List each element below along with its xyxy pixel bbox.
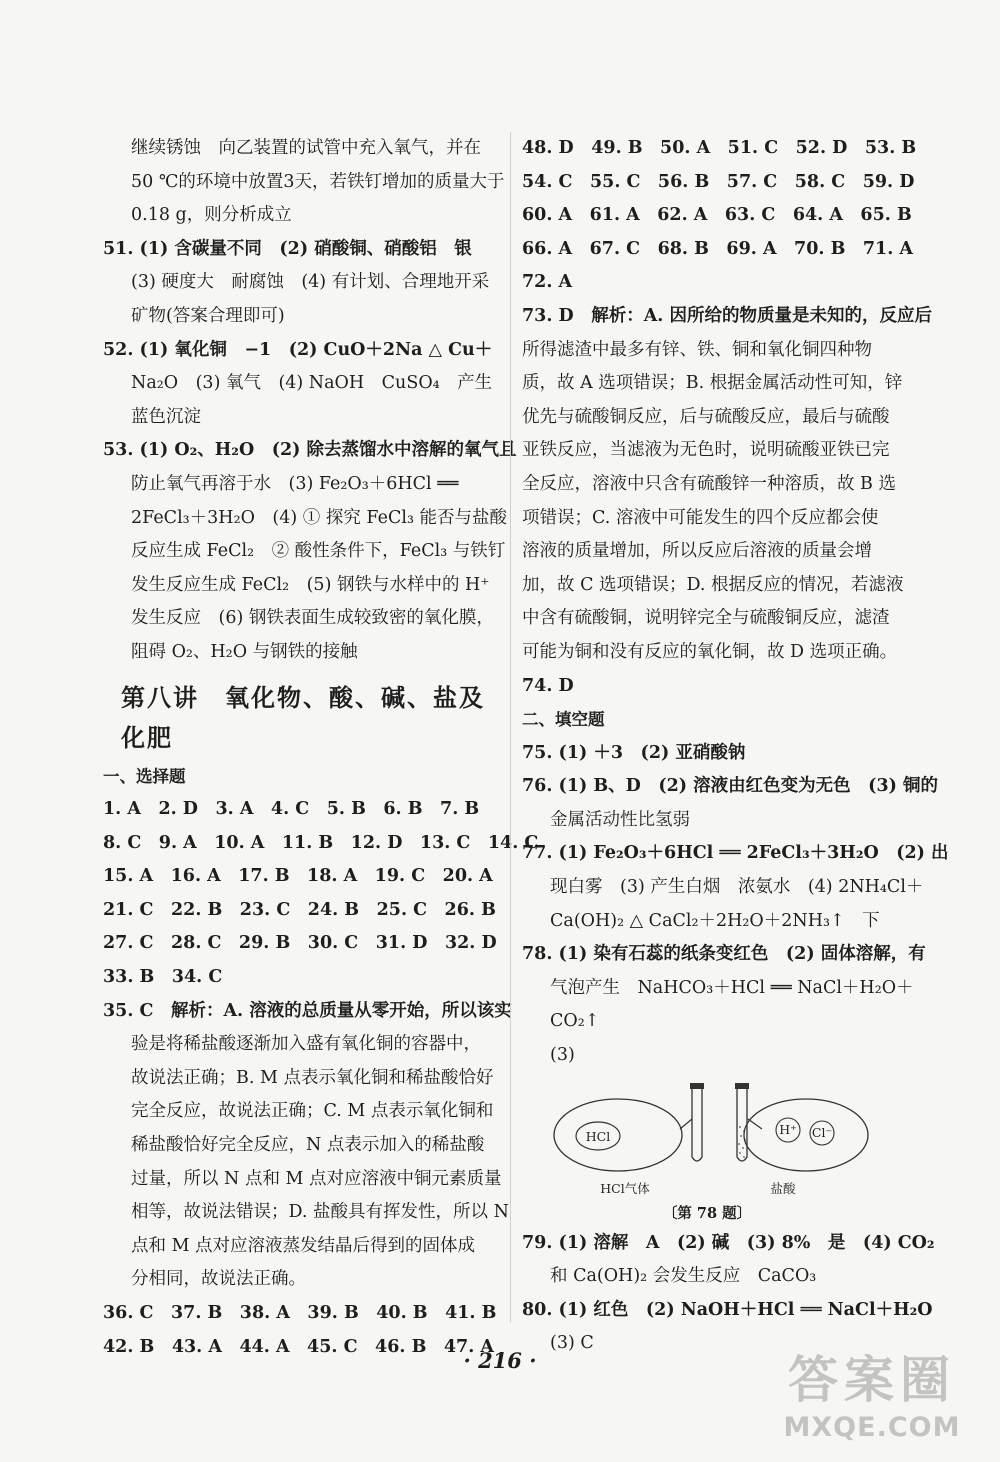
answer-row: 42. B 43. A 44. A 45. C 46. B 47. A — [103, 1336, 494, 1357]
question-52: 52. (1) 氧化铜 −1 (2) CuO＋2Na △ Cu＋ — [103, 339, 493, 360]
question-51: 51. (1) 含碳量不同 (2) 硝酸铜、硝酸铝 银 — [103, 238, 472, 259]
text-line: 验是将稀盐酸逐渐加入盛有氧化铜的容器中， — [131, 1034, 481, 1055]
test-tube-left — [692, 1089, 702, 1161]
question-73: 73. D 解析：A. 因所给的物质量是未知的，反应后 — [522, 305, 932, 326]
text-line: 全反应，溶液中只含有硫酸锌一种溶质，故 B 选 — [522, 473, 896, 494]
section-heading: 二、填空题 — [522, 710, 605, 730]
text-line: 加，故 C 选项错误；D. 根据反应的情况，若滤液 — [522, 574, 904, 595]
text-line: 中含有硫酸铜，说明锌完全与硫酸铜反应，滤渣 — [522, 608, 890, 629]
answer-row: 72. A — [522, 272, 573, 293]
text-line: 反应生成 FeCl₂ ② 酸性条件下，FeCl₃ 与铁钉 — [131, 541, 506, 562]
page-number: · 216 · — [463, 1348, 537, 1373]
lecture-title: 第八讲 氧化物、酸、碱、盐及化肥 — [121, 683, 485, 752]
text-line: 过量，所以 N 点和 M 点对应溶液中铜元素质量 — [131, 1168, 502, 1189]
stopper-right — [735, 1083, 749, 1089]
answer-row: 27. C 28. C 29. B 30. C 31. D 32. D — [103, 933, 497, 954]
question-78: 78. (1) 染有石蕊的纸条变红色 (2) 固体溶解，有 — [522, 944, 926, 965]
question-79: 79. (1) 溶解 A (2) 碱 (3) 8% 是 (4) CO₂ — [522, 1232, 935, 1253]
answer-row: 15. A 16. A 17. B 18. A 19. C 20. A — [103, 866, 493, 887]
text-line: 故说法正确；B. M 点表示氧化铜和稀盐酸恰好 — [131, 1067, 494, 1088]
text-line: 质，故 A 选项错误；B. 根据金属活动性可知，锌 — [522, 373, 903, 394]
answer-row: 60. A 61. A 62. A 63. C 64. A 65. B — [522, 205, 912, 226]
section-heading: 一、选择题 — [103, 766, 186, 786]
answer-row: 33. B 34. C — [103, 967, 223, 988]
question-35: 35. C 解析：A. 溶液的总质量从零开始，所以该实 — [103, 1000, 512, 1021]
cl-ion-label: Cl⁻ — [811, 1124, 833, 1140]
text-line: 项错误；C. 溶液中可能发生的四个反应都会使 — [522, 507, 879, 528]
figure-78 — [550, 1073, 880, 1203]
text-line: Ca(OH)₂ △ CaCl₂＋2H₂O＋2NH₃↑ 下 — [550, 910, 880, 931]
text-line: 0.18 g，则分析成立 — [131, 205, 292, 226]
text-line: 防止氧气再溶于水 (3) Fe₂O₃＋6HCl ══ — [131, 473, 459, 494]
text-line: 2FeCl₃＋3H₂O (4) ① 探究 FeCl₃ 能否与盐酸 — [131, 507, 508, 528]
answer-row: 66. A 67. C 68. B 69. A 70. B 71. A — [522, 238, 913, 259]
text-line: 金属活动性比氢弱 — [550, 809, 690, 830]
answer-row: 1. A 2. D 3. A 4. C 5. B 6. B 7. B — [103, 799, 480, 820]
question-75: 75. (1) ＋3 (2) 亚硝酸钠 — [522, 742, 746, 763]
text-line: 点和 M 点对应溶液蒸发结晶后得到的固体成 — [131, 1235, 476, 1256]
question-76: 76. (1) B、D (2) 溶液由红色变为无色 (3) 铜的 — [522, 776, 938, 797]
text-line: 蓝色沉淀 — [131, 406, 201, 427]
text-line: 发生反应 (6) 钢铁表面生成较致密的氧化膜， — [131, 608, 494, 629]
text-line: 可能为铜和没有反应的氧化铜，故 D 选项正确。 — [522, 641, 898, 662]
hcl-molecule-label: HCl — [585, 1128, 611, 1144]
text-line: 50 ℃的环境中放置3天，若铁钉增加的质量大于 — [131, 171, 505, 192]
text-line: 分相同，故说法正确。 — [131, 1269, 306, 1290]
text-line: (3) C — [550, 1333, 594, 1354]
figure-caption: 〔第 78 题〕 — [662, 1204, 752, 1222]
hydrochloric-acid-caption: 盐酸 — [770, 1180, 796, 1196]
text-line: 现白雾 (3) 产生白烟 浓氨水 (4) 2NH₄Cl＋ — [550, 877, 924, 898]
answer-row: 21. C 22. B 23. C 24. B 25. C 26. B — [103, 899, 496, 920]
text-line: 完全反应，故说法正确；C. M 点表示氧化铜和 — [131, 1101, 494, 1122]
pointer-line — [748, 1119, 762, 1129]
test-tube-right — [737, 1089, 747, 1161]
question-80: 80. (1) 红色 (2) NaOH＋HCl ══ NaCl＋H₂O — [522, 1299, 933, 1320]
figure-78-svg — [550, 1073, 880, 1203]
text-line: 优先与硫酸铜反应，后与硫酸反应，最后与硫酸 — [522, 406, 890, 427]
text-line: CO₂↑ — [550, 1011, 600, 1032]
hcl-gas-ellipse — [554, 1099, 682, 1171]
h-ion-label: H⁺ — [779, 1121, 797, 1137]
text-line: 溶液的质量增加，所以反应后溶液的质量会增 — [522, 541, 872, 562]
text-line: 和 Ca(OH)₂ 会发生反应 CaCO₃ — [550, 1266, 817, 1287]
text-line: Na₂O (3) 氧气 (4) NaOH CuSO₄ 产生 — [131, 373, 493, 394]
text-line: 相等，故说法错误；D. 盐酸具有挥发性，所以 N — [131, 1202, 509, 1223]
right-column — [522, 132, 949, 1361]
text-line: 亚铁反应，当滤液为无色时，说明硫酸亚铁已完 — [522, 440, 890, 461]
pointer-line — [680, 1119, 692, 1129]
question-53: 53. (1) O₂、H₂O (2) 除去蒸馏水中溶解的氧气且 — [103, 440, 517, 461]
question-74: 74. D — [522, 675, 574, 696]
text-line: 继续锈蚀 向乙装置的试管中充入氧气，并在 — [131, 138, 481, 158]
answer-row: 54. C 55. C 56. B 57. C 58. C 59. D — [522, 171, 915, 192]
question-77: 77. (1) Fe₂O₃＋6HCl ══ 2FeCl₃＋3H₂O (2) 出 — [522, 843, 949, 864]
answer-row: 36. C 37. B 38. A 39. B 40. B 41. B — [103, 1303, 497, 1323]
watermark-url: MXQE.COM — [783, 1412, 961, 1443]
text-line: (3) — [550, 1045, 575, 1066]
text-line: 气泡产生 NaHCO₃＋HCl ══ NaCl＋H₂O＋ — [550, 977, 914, 998]
text-line: 所得滤渣中最多有锌、铁、铜和氧化铜四种物 — [522, 339, 872, 360]
text-line: (3) 硬度大 耐腐蚀 (4) 有计划、合理地开采 — [131, 272, 490, 293]
stopper-left — [690, 1083, 704, 1089]
text-line: 发生反应生成 FeCl₂ (5) 钢铁与水样中的 H⁺ — [131, 574, 490, 595]
hcl-gas-caption: HCl气体 — [600, 1180, 650, 1196]
text-line: 矿物(答案合理即可) — [131, 305, 285, 326]
watermark-title: 答案圈 — [788, 1351, 956, 1409]
answer-row: 48. D 49. B 50. A 51. C 52. D 53. B — [522, 138, 917, 158]
text-line: 阻碍 O₂、H₂O 与钢铁的接触 — [131, 641, 358, 662]
watermark-logo — [756, 1350, 988, 1454]
hydrochloric-acid-ellipse — [744, 1099, 868, 1171]
answer-row: 8. C 9. A 10. A 11. B 12. D 13. C 14. C — [103, 832, 539, 853]
text-line: 稀盐酸恰好完全反应，N 点表示加入的稀盐酸 — [131, 1135, 485, 1156]
